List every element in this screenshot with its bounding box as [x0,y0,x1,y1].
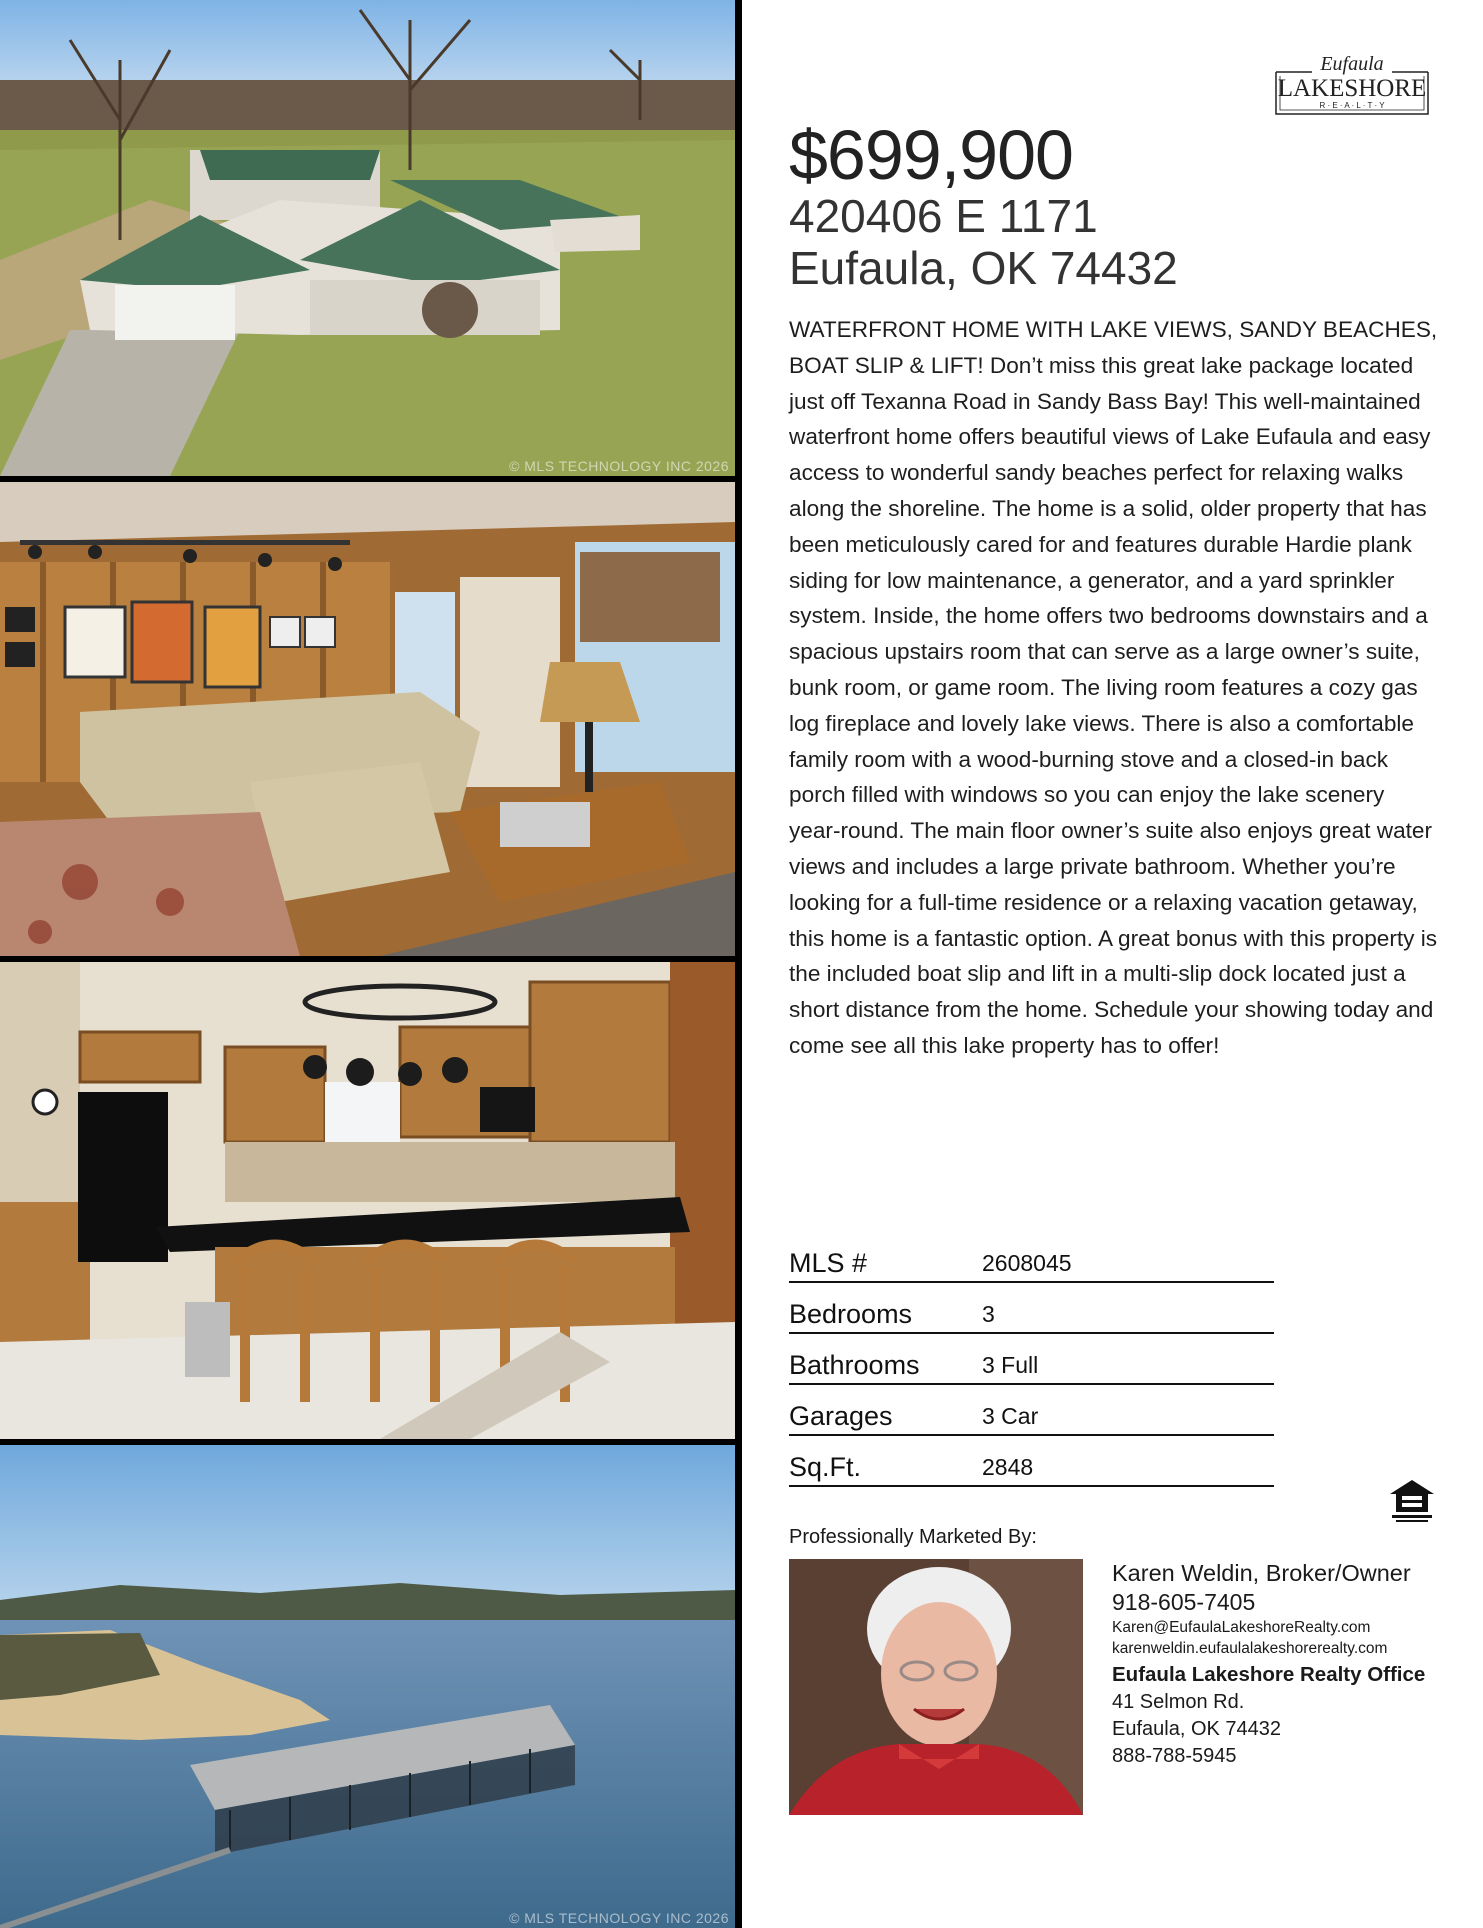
fact-label: MLS # [789,1248,868,1278]
address-city: Eufaula, OK 74432 [789,242,1178,294]
equal-housing-opportunity-icon [1388,1478,1436,1524]
fact-value: 3 [982,1301,995,1327]
fact-label: Garages [789,1401,893,1431]
fact-label: Sq.Ft. [789,1452,862,1482]
fact-label: Bedrooms [789,1299,913,1329]
fact-value: 2848 [982,1454,1034,1480]
property-facts-table [789,1232,1274,1487]
agent-photo [789,1559,1083,1815]
listing-price: $699,900 [789,116,1073,194]
listing-description: WATERFRONT HOME WITH LAKE VIEWS, SANDY BEACHES, BOAT SLIP & LIFT! Don’t miss this great lake package located just off Texanna Road in Sandy Bass Bay! This well-maintained waterfront home offers beautiful views of Lake Eufaula and easy access to wonderful sandy beaches perfect for relaxing walks along the shoreline. The home is a solid, older property that has been meticulously cared for and features durable Hardie plank siding for low maintenance, a generator, and a yard sprinkler system. Inside, the home offers two bedrooms downstairs and a spacious upstairs room that can serve as a large owner’s suite, bunk room, or game room. The living room features a cozy gas log fireplace and lovely lake views. There is also a comfortable family room with a wood-burning stove and a closed-in back porch filled with windows so you can enjoy the lake scenery year-round. The main floor owner’s suite also enjoys great water views and includes a large private bathroom. Whether you’re looking for a full-time residence or a relaxing vacation getaway, this home is a fantastic option. A great bonus with this property is the included boat slip and lift in a multi-slip dock located just a short distance from the home. Schedule your showing today and come see all this lake property has to offer! [789,317,1438,1058]
photo-lake-dock [0,1445,735,1928]
agent-contact-card [1112,1558,1452,1770]
office-street: 41 Selmon Rd. [1112,1691,1245,1713]
logo-sub: R · E · A · L · T · Y [1319,101,1385,110]
fact-label: Bathrooms [789,1350,920,1380]
brokerage-logo [1272,50,1432,120]
agent-website[interactable]: karenweldin.eufaulalakeshorerealty.com [1112,1640,1388,1657]
marketed-by-heading: Professionally Marketed By: [789,1526,1037,1548]
fact-row-bathrooms [789,1334,1274,1385]
fact-row-sqft [789,1436,1274,1487]
fact-value: 3 Full [982,1352,1039,1378]
photo-watermark: © MLS TECHNOLOGY INC 2026 [509,1910,729,1926]
logo-main: LAKESHORE [1277,75,1427,102]
office-phone[interactable]: 888-788-5945 [1112,1745,1237,1767]
office-city: Eufaula, OK 74432 [1112,1718,1282,1740]
fact-row-garages [789,1385,1274,1436]
column-divider [735,0,742,1928]
fact-row-mls [789,1232,1274,1283]
agent-name: Karen Weldin, Broker/Owner [1112,1560,1411,1586]
fact-row-bedrooms [789,1283,1274,1334]
photo-living-room [0,482,735,956]
photo-kitchen [0,962,735,1439]
address-street: 420406 E 1171 [789,190,1098,242]
agent-email[interactable]: Karen@EufaulaLakeshoreRealty.com [1112,1619,1371,1636]
fact-value: 3 Car [982,1403,1039,1429]
photo-house-exterior [0,0,735,476]
logo-script: Eufaula [1320,53,1384,75]
office-name: Eufaula Lakeshore Realty Office [1112,1663,1426,1686]
agent-phone[interactable]: 918-605-7405 [1112,1589,1256,1615]
photo-watermark: © MLS TECHNOLOGY INC 2026 [509,458,729,474]
photo-column [0,0,735,1928]
listing-address [789,190,1178,294]
fact-value: 2608045 [982,1250,1072,1276]
